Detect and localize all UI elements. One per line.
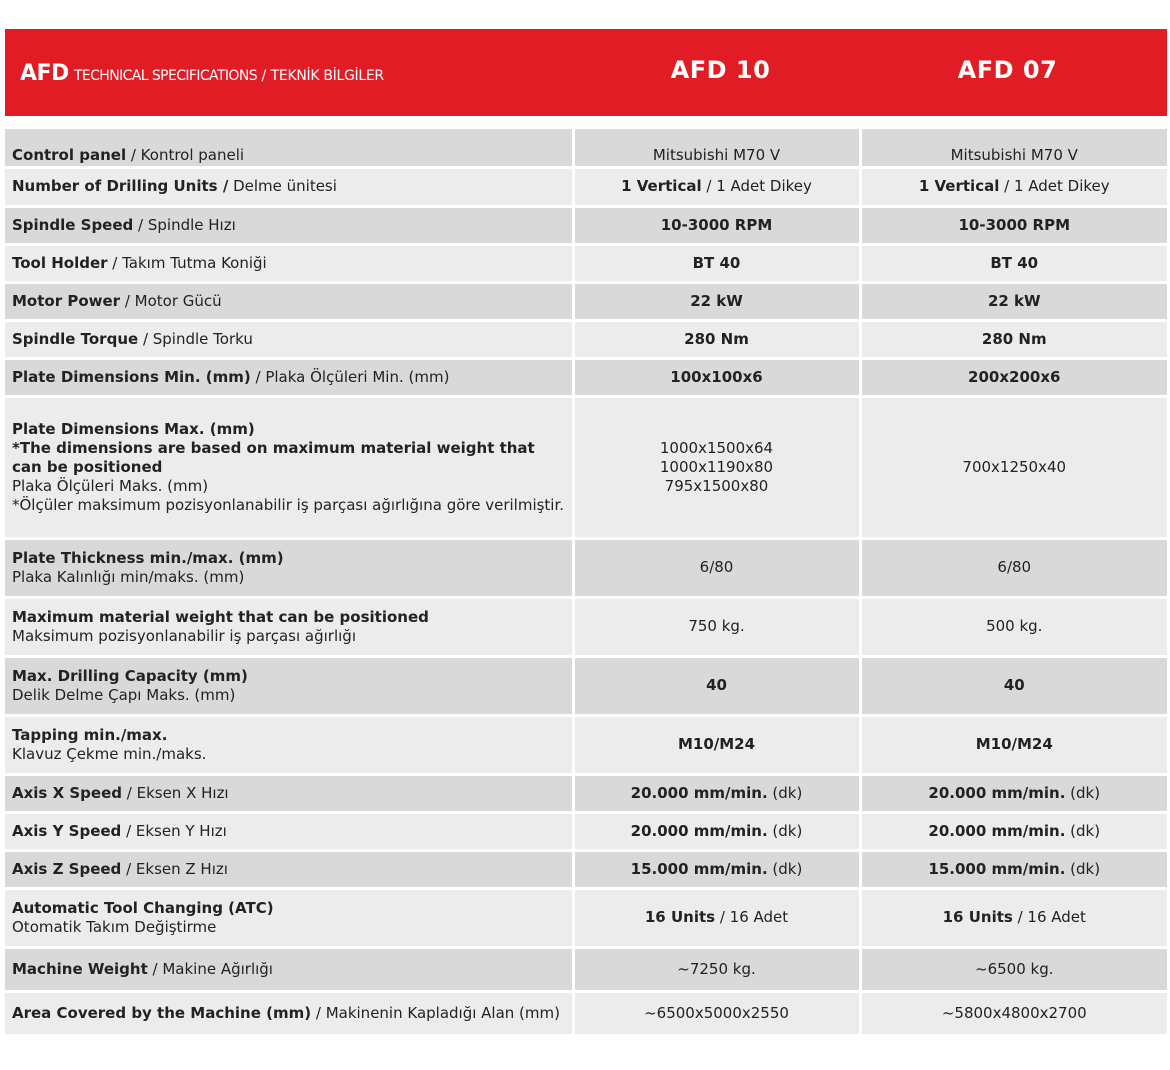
text-fragment: M10/M24 [677, 735, 756, 753]
spec-value-afd07 [860, 167, 1167, 206]
spec-row [5, 888, 1167, 947]
brand-name: AFD [20, 61, 69, 86]
text-fragment: 200x200x6 [968, 367, 1061, 386]
spec-value-afd10 [573, 715, 860, 774]
text-fragment: / Motor Gücü [120, 291, 222, 310]
text-fragment: 40 [706, 676, 727, 694]
text-fragment: 16 Units [942, 908, 1013, 926]
text-fragment: Plaka Kalınlığı min/maks. (mm) [12, 567, 245, 586]
text-fragment: / Spindle Hızı [133, 215, 236, 234]
text-fragment: 500 kg. [986, 617, 1043, 635]
text-fragment: Plaka Ölçüleri Maks. (mm) [12, 476, 209, 495]
spec-row [5, 850, 1167, 888]
spec-value-afd10 [573, 396, 860, 538]
text-fragment: Mitsubishi M70 V [950, 145, 1078, 164]
text-fragment: Plate Dimensions Min. (mm) [12, 367, 251, 386]
spec-label [5, 538, 573, 597]
text-fragment: Automatic Tool Changing (ATC) [12, 898, 274, 917]
text-fragment: 6/80 [997, 558, 1032, 576]
spec-value-afd07 [860, 129, 1167, 167]
text-fragment: (dk) [767, 821, 803, 840]
text-fragment: BT 40 [990, 253, 1039, 272]
spec-label [5, 597, 573, 656]
text-fragment: 1000x1190x80 [659, 457, 774, 476]
header-banner [5, 29, 1167, 116]
spec-label [5, 206, 573, 244]
text-fragment: / 16 Adet [715, 908, 789, 926]
text-fragment: Max. Drilling Capacity (mm) [12, 666, 248, 685]
text-fragment: 15.000 mm/min. [928, 859, 1066, 878]
spec-value-afd07 [860, 320, 1167, 358]
spec-value-afd07 [860, 396, 1167, 538]
text-fragment: 6/80 [699, 558, 734, 576]
spec-value-afd10 [573, 282, 860, 320]
text-fragment: 40 [1003, 676, 1025, 694]
text-fragment: / Spindle Torku [138, 329, 253, 348]
text-fragment: 20.000 mm/min. [928, 821, 1066, 840]
spec-row [5, 715, 1167, 774]
spec-value-afd07 [860, 538, 1167, 597]
text-fragment: / Kontrol paneli [126, 145, 245, 164]
spec-label [5, 888, 573, 947]
text-fragment: Machine Weight [12, 959, 148, 978]
text-fragment: 795x1500x80 [664, 476, 769, 495]
text-fragment: 10-3000 RPM [958, 215, 1071, 234]
text-fragment: / Eksen Z Hızı [121, 859, 228, 878]
text-fragment: Motor Power [12, 291, 121, 310]
spec-label [5, 774, 573, 812]
spec-value-afd10 [573, 774, 860, 812]
header-title [20, 61, 384, 86]
spec-value-afd10 [573, 850, 860, 888]
text-fragment: ~5800x4800x2700 [941, 1003, 1087, 1022]
text-fragment: Axis X Speed [12, 783, 122, 802]
spec-value-afd10 [573, 244, 860, 282]
text-fragment: 280 Nm [981, 329, 1047, 348]
spec-row [5, 320, 1167, 358]
text-fragment: BT 40 [692, 253, 741, 272]
text-fragment: ~6500x5000x2550 [644, 1003, 789, 1022]
text-fragment: 700x1250x40 [962, 457, 1067, 476]
spec-label [5, 358, 573, 396]
subtitle-turkish: TEKNİK BİLGİLER [270, 68, 384, 84]
spec-value-afd10 [573, 656, 860, 715]
spec-value-afd07 [860, 206, 1167, 244]
spec-value-afd07 [860, 991, 1167, 1035]
text-fragment: ~7250 kg. [677, 959, 756, 978]
spec-row [5, 538, 1167, 597]
text-fragment: 22 kW [987, 291, 1041, 310]
spec-label [5, 850, 573, 888]
text-fragment: Number of Drilling Units / [12, 177, 229, 195]
spec-row [5, 774, 1167, 812]
spec-label [5, 715, 573, 774]
text-fragment: / 1 Adet Dikey [701, 177, 812, 195]
text-fragment: 20.000 mm/min. [630, 821, 768, 840]
spec-label [5, 812, 573, 850]
text-fragment: 1 Vertical [918, 177, 1000, 195]
text-fragment: Axis Y Speed [12, 821, 122, 840]
text-fragment: / 16 Adet [1012, 908, 1086, 926]
spec-row [5, 812, 1167, 850]
spec-value-afd10 [573, 358, 860, 396]
text-fragment: 20.000 mm/min. [630, 783, 768, 802]
text-fragment: 1 Vertical [621, 177, 702, 195]
text-fragment: ~6500 kg. [975, 959, 1054, 978]
spec-label [5, 947, 573, 991]
text-fragment: Tool Holder [12, 253, 108, 272]
text-fragment: Spindle Torque [12, 329, 139, 348]
text-fragment: 750 kg. [688, 617, 745, 635]
text-fragment: Maximum material weight that can be positioned [12, 607, 429, 626]
text-fragment: Plate Dimensions Max. (mm) [12, 419, 255, 438]
text-fragment: Area Covered by the Machine (mm) [12, 1003, 312, 1022]
text-fragment: Maksimum pozisyonlanabilir iş parçası ağırlığı [12, 626, 356, 645]
text-fragment: / Eksen Y Hızı [121, 821, 227, 840]
text-fragment: *The dimensions are based on maximum material weight that can be positioned [12, 438, 535, 476]
subtitle-separator: / [257, 68, 271, 84]
spec-value-afd07 [860, 888, 1167, 947]
spec-label [5, 244, 573, 282]
spec-row [5, 358, 1167, 396]
text-fragment: / Eksen X Hızı [122, 783, 229, 802]
spec-value-afd07 [860, 774, 1167, 812]
text-fragment: / Makine Ağırlığı [147, 959, 273, 978]
spec-value-afd10 [573, 206, 860, 244]
spec-value-afd10 [573, 991, 860, 1035]
model-afd07-header: AFD 07 [957, 56, 1058, 84]
text-fragment: M10/M24 [975, 735, 1053, 753]
spec-value-afd07 [860, 656, 1167, 715]
spec-value-afd07 [860, 282, 1167, 320]
text-fragment: (dk) [767, 783, 803, 802]
subtitle-english: TECHNICAL SPECIFICATIONS [73, 68, 258, 84]
spec-value-afd10 [573, 812, 860, 850]
spec-value-afd07 [860, 947, 1167, 991]
text-fragment: Klavuz Çekme min./maks. [12, 744, 207, 763]
text-fragment: Tapping min./max. [12, 725, 168, 744]
text-fragment: *Ölçüler maksimum pozisyonlanabilir iş parçası ağırlığına göre verilmiştir. [12, 495, 565, 514]
spec-label [5, 320, 573, 358]
spec-value-afd07 [860, 244, 1167, 282]
spec-row [5, 129, 1167, 167]
model-afd10-header: AFD 10 [670, 56, 771, 84]
spec-value-afd10 [573, 129, 860, 167]
text-fragment: 1000x1500x64 [659, 438, 774, 457]
text-fragment: Spindle Speed [12, 215, 134, 234]
spec-value-afd10 [573, 597, 860, 656]
spec-value-afd07 [860, 358, 1167, 396]
specifications-body [5, 129, 1167, 1035]
spec-row [5, 244, 1167, 282]
spec-value-afd10 [573, 947, 860, 991]
text-fragment: / Makinenin Kapladığı Alan (mm) [311, 1003, 560, 1022]
spec-label [5, 282, 573, 320]
text-fragment: 16 Units [644, 908, 716, 926]
text-fragment: Otomatik Takım Değiştirme [12, 917, 217, 936]
spec-row [5, 206, 1167, 244]
text-fragment: / Plaka Ölçüleri Min. (mm) [250, 367, 450, 386]
spec-row [5, 991, 1167, 1035]
spec-row [5, 597, 1167, 656]
text-fragment: Axis Z Speed [12, 859, 122, 878]
text-fragment: (dk) [767, 859, 803, 878]
text-fragment: 22 kW [690, 291, 743, 310]
spec-row [5, 396, 1167, 538]
text-fragment: Control panel [12, 145, 127, 164]
spec-value-afd10 [573, 538, 860, 597]
spec-value-afd07 [860, 597, 1167, 656]
text-fragment: (dk) [1065, 783, 1101, 802]
spec-label [5, 129, 573, 167]
spec-label [5, 656, 573, 715]
spec-label [5, 167, 573, 206]
spec-label [5, 991, 573, 1035]
spec-value-afd07 [860, 850, 1167, 888]
text-fragment: 280 Nm [684, 329, 749, 348]
text-fragment: 100x100x6 [670, 367, 763, 386]
text-fragment: 20.000 mm/min. [928, 783, 1066, 802]
spec-row [5, 947, 1167, 991]
text-fragment: Plate Thickness min./max. (mm) [12, 548, 284, 567]
spec-row [5, 656, 1167, 715]
text-fragment: 15.000 mm/min. [630, 859, 768, 878]
text-fragment: / Takım Tutma Koniği [107, 253, 267, 272]
text-fragment: / 1 Adet Dikey [999, 177, 1110, 195]
text-fragment: 10-3000 RPM [660, 215, 773, 234]
spec-label [5, 396, 573, 538]
spec-row [5, 282, 1167, 320]
spec-value-afd07 [860, 715, 1167, 774]
spec-value-afd10 [573, 320, 860, 358]
text-fragment: Mitsubishi M70 V [652, 145, 781, 164]
text-fragment: (dk) [1065, 859, 1101, 878]
spec-value-afd10 [573, 167, 860, 206]
text-fragment: (dk) [1065, 821, 1101, 840]
spec-value-afd10 [573, 888, 860, 947]
text-fragment: Delme ünitesi [228, 177, 337, 195]
spec-value-afd07 [860, 812, 1167, 850]
text-fragment: Delik Delme Çapı Maks. (mm) [12, 685, 236, 704]
spec-row [5, 167, 1167, 206]
specifications-table [5, 129, 1167, 1037]
